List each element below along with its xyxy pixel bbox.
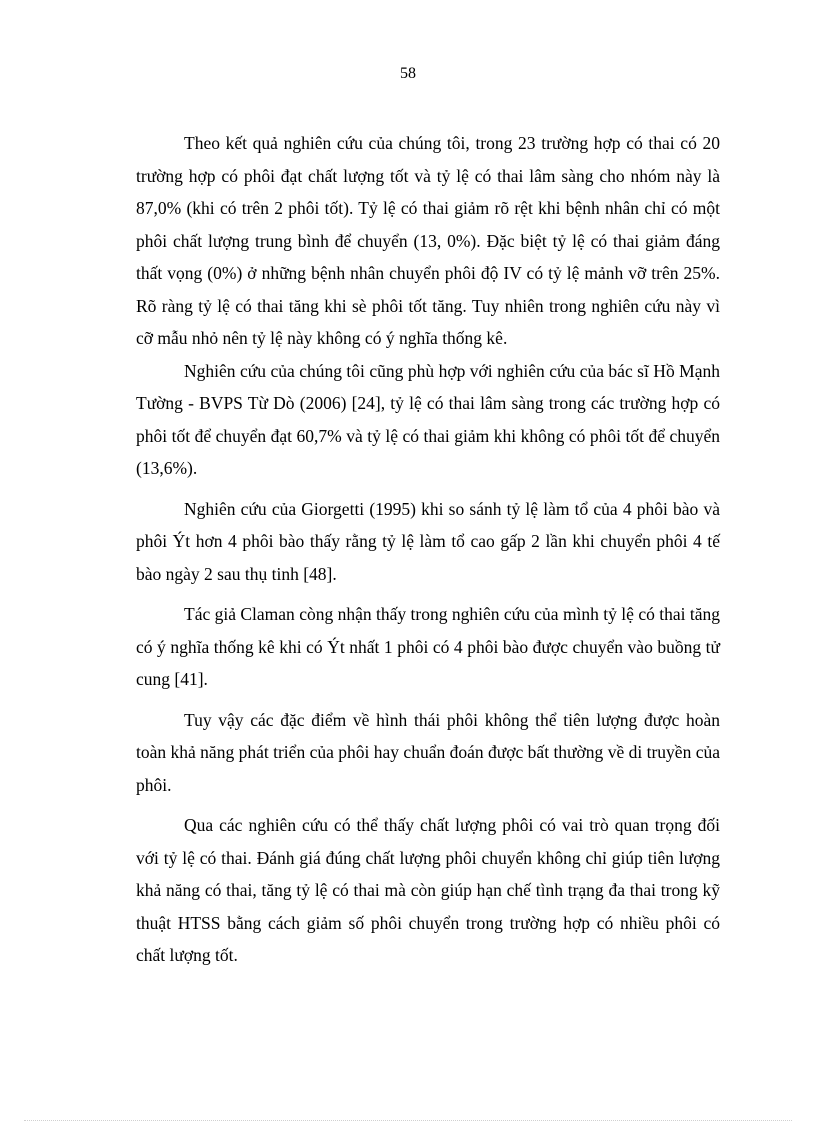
paragraph-1: Theo kết quả nghiên cứu của chúng tôi, trong 23 trường hợp có thai có 20 trường hợp có phôi đạt chất lượng tốt và tỷ lệ có thai lâm sàng cho nhóm này là 87,0% (khi có trên 2 phôi tốt). Tỷ lệ có thai giảm rõ rệt khi bệnh nhân chỉ có một phôi chất lượng trung bình để chuyển (13, 0%). Đặc biệt tỷ lệ có thai giảm đáng thất vọng (0%) ở những bệnh nhân chuyển phôi độ IV có tỷ lệ mảnh vỡ trên 25%. Rõ ràng tỷ lệ có thai tăng khi sè phôi tốt tăng. Tuy nhiên trong nghiên cứu này vì cỡ mẫu nhỏ nên tỷ lệ này không có ý nghĩa thống kê. [136,133,720,348]
document-body [136,127,720,972]
page-bottom-divider [24,1120,792,1121]
page-number: 58 [400,65,416,82]
paragraph-5: Tuy vậy các đặc điểm về hình thái phôi không thể tiên lượng được hoàn toàn khả năng phát triển của phôi hay chuẩn đoán được bất thường về di truyền của phôi. [136,709,720,795]
paragraph-4: Tác giả Claman còng nhận thấy trong nghiên cứu của mình tỷ lệ có thai tăng có ý nghĩa thống kê khi có Ýt nhất 1 phôi có 4 phôi bào được chuyển vào buồng tử cung [41]. [136,604,720,689]
paragraph-6: Qua các nghiên cứu có thể thấy chất lượng phôi có vai trò quan trọng đối với tỷ lệ có thai. Đánh giá đúng chất lượng phôi chuyển không chỉ giúp tiên lượng khả năng có thai, tăng tỷ lệ có thai mà còn giúp hạn chế tình trạng đa thai trong kỹ thuật HTSS bằng cách giảm số phôi chuyển trong trường hợp có nhiều phôi có chất lượng tốt. [136,815,720,965]
paragraph-3: Nghiên cứu của Giorgetti (1995) khi so sánh tỷ lệ làm tổ của 4 phôi bào và phôi Ýt hơn 4 phôi bào thấy rằng tỷ lệ làm tổ cao gấp 2 lần khi chuyển phôi 4 tế bào ngày 2 sau thụ tinh [48]. [136,498,720,584]
paragraph-2: Nghiên cứu của chúng tôi cũng phù hợp với nghiên cứu của bác sĩ Hồ Mạnh Tường - BVPS Từ Dò (2006) [24], tỷ lệ có thai lâm sàng trong các trường hợp có phôi tốt để chuyển đạt 60,7% và tỷ lệ có thai giảm khi không có phôi tốt để chuyển (13,6%). [136,360,720,478]
